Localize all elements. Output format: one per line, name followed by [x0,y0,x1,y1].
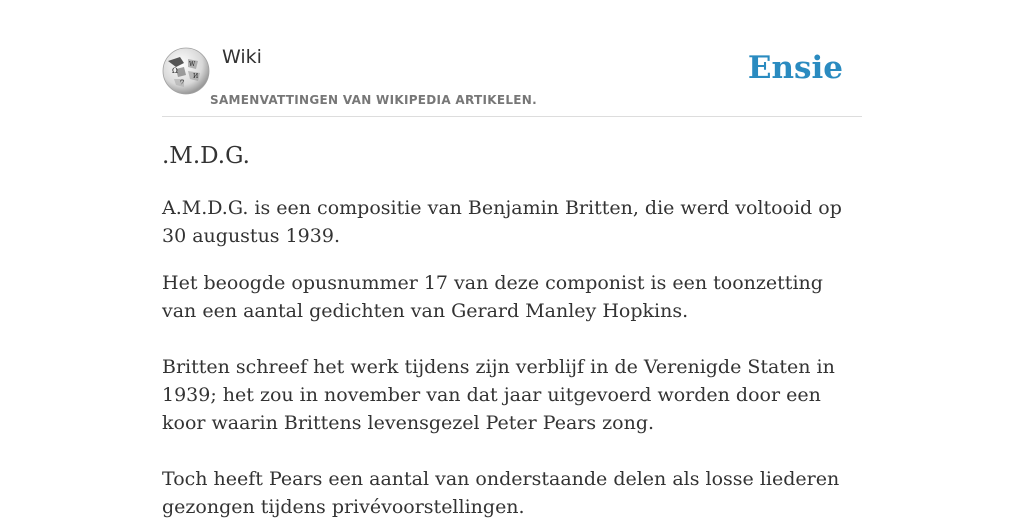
article-paragraph: Toch heeft Pears een aantal van onderstaande delen als losse liederen gezongen tijdens privévoorstellingen. [162,468,840,518]
site-header [162,0,862,117]
svg-text:Ω: Ω [172,67,178,75]
article-paragraph: Britten schreef het werk tijdens zijn verblijf in de Verenigde Staten in 1939; het zou in november van dat jaar uitgevoerd worden door een koor waarin Brittens levensgezel Peter Pears zong. [162,356,835,434]
page-container [162,0,862,521]
wikipedia-globe-icon[interactable] [162,47,210,95]
svg-text:И: И [193,73,199,80]
article-title: .M.D.G. [162,143,250,169]
svg-text:ウ: ウ [179,79,186,86]
site-tagline: SAMENVATTINGEN VAN WIKIPEDIA ARTIKELEN. [210,93,537,107]
article-paragraph: A.M.D.G. is een compositie van Benjamin Britten, die werd voltooid op 30 augustus 1939. [162,197,842,247]
brand-logo-link[interactable]: Ensie [747,50,843,86]
site-name[interactable]: Wiki [222,46,262,68]
article-paragraph: Het beoogde opusnummer 17 van deze componist is een toonzetting van een aantal gedichten van Gerard Manley Hopkins. [162,272,823,322]
article [162,141,862,521]
svg-text:W: W [189,61,196,68]
